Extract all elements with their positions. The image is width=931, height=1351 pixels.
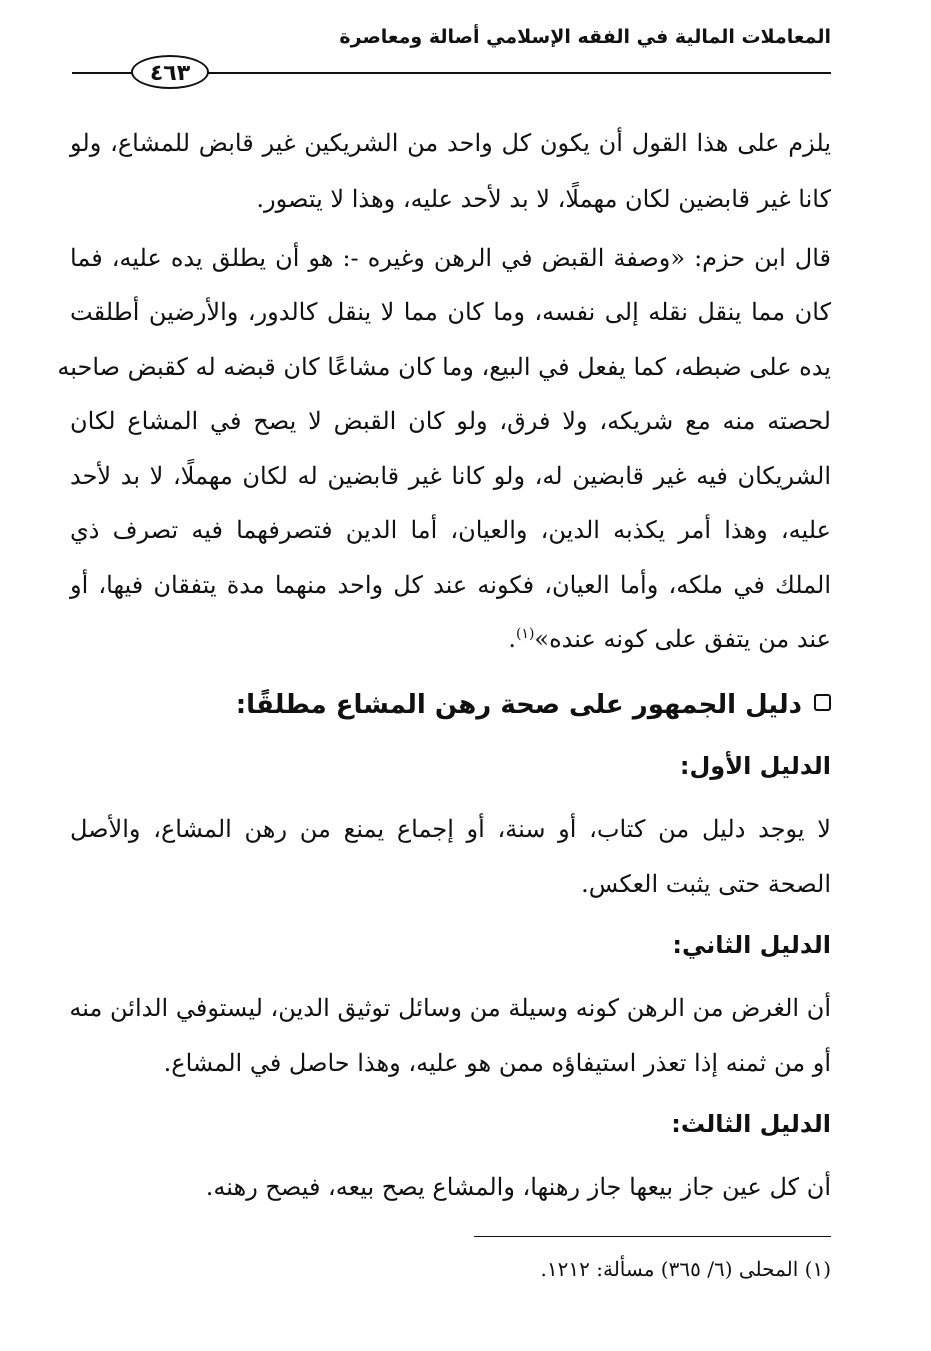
- section-heading: [70, 680, 831, 730]
- square-bullet-icon: [814, 694, 831, 711]
- footnote: (١) المحلى (٦/ ٣٦٥) مسألة: ١٢١٢.: [540, 1257, 831, 1281]
- quote-line: الملك في ملكه، وأما العيان، فكونه عند كل واحد منهما مدة يتفقان فيها، أو: [70, 571, 831, 599]
- quote-line: عليه، وهذا أمر يكذبه الدين، والعيان، أما الدين فتصرفهما فيه تصرف ذي: [70, 516, 831, 544]
- first-evidence-label: الدليل الأول:: [679, 752, 831, 780]
- paragraph-line: أن كل عين جاز بيعها جاز رهنها، والمشاع يصح بيعه، فيصح رهنه.: [205, 1173, 831, 1201]
- footnote-separator: [474, 1236, 831, 1237]
- quote-closing-text: عند من يتفق على كونه عنده»: [534, 625, 831, 653]
- paragraph-line: أو من ثمنه إذا تعذر استيفاؤه ممن هو عليه، وهذا حاصل في المشاع.: [163, 1049, 831, 1077]
- quote-end-period: .: [508, 625, 516, 653]
- paragraph-line: يلزم على هذا القول أن يكون كل واحد من الشريكين غير قابض للمشاع، ولو: [70, 129, 831, 157]
- second-evidence-label: الدليل الثاني:: [672, 931, 831, 959]
- page-body: [57, 0, 831, 1351]
- section-heading-text: دليل الجمهور على صحة رهن المشاع مطلقًا:: [235, 690, 802, 720]
- quote-line: قال ابن حزم: «وصفة القبض في الرهن وغيره -: هو أن يطلق يده عليه، فما: [70, 244, 831, 272]
- running-title: المعاملات المالية في الفقه الإسلامي أصالة ومعاصرة: [339, 26, 831, 48]
- paragraph-line: لا يوجد دليل من كتاب، أو سنة، أو إجماع يمنع من رهن المشاع، والأصل: [70, 815, 831, 843]
- page-number-badge: ٤٦٣: [131, 55, 209, 89]
- quote-line: [70, 614, 831, 664]
- quote-line: يده على ضبطه، كما يفعل في البيع، وما كان مشاعًا كان قبضه له كقبض صاحبه: [57, 353, 831, 381]
- paragraph-line: كانا غير قابضين لكان مهملًا، لا بد لأحد عليه، وهذا لا يتصور.: [256, 185, 831, 213]
- quote-line: الشريكان فيه غير قابضين له، ولو كانا غير قابضين له لكان مهملًا، لا بد لأحد: [70, 462, 831, 490]
- footnote-reference: (١): [515, 626, 535, 642]
- quote-line: لحصته منه مع شريكه، ولا فرق، ولو كان القبض لا يصح في المشاع لكان: [70, 407, 831, 435]
- paragraph-line: أن الغرض من الرهن كونه وسيلة من وسائل توثيق الدين، ليستوفي الدائن منه: [69, 994, 831, 1022]
- paragraph-line: الصحة حتى يثبت العكس.: [581, 870, 831, 898]
- quote-line: كان مما ينقل نقله إلى نفسه، وما كان مما لا ينقل كالدور، والأرضين أطلقت: [70, 298, 831, 326]
- third-evidence-label: الدليل الثالث:: [671, 1110, 831, 1138]
